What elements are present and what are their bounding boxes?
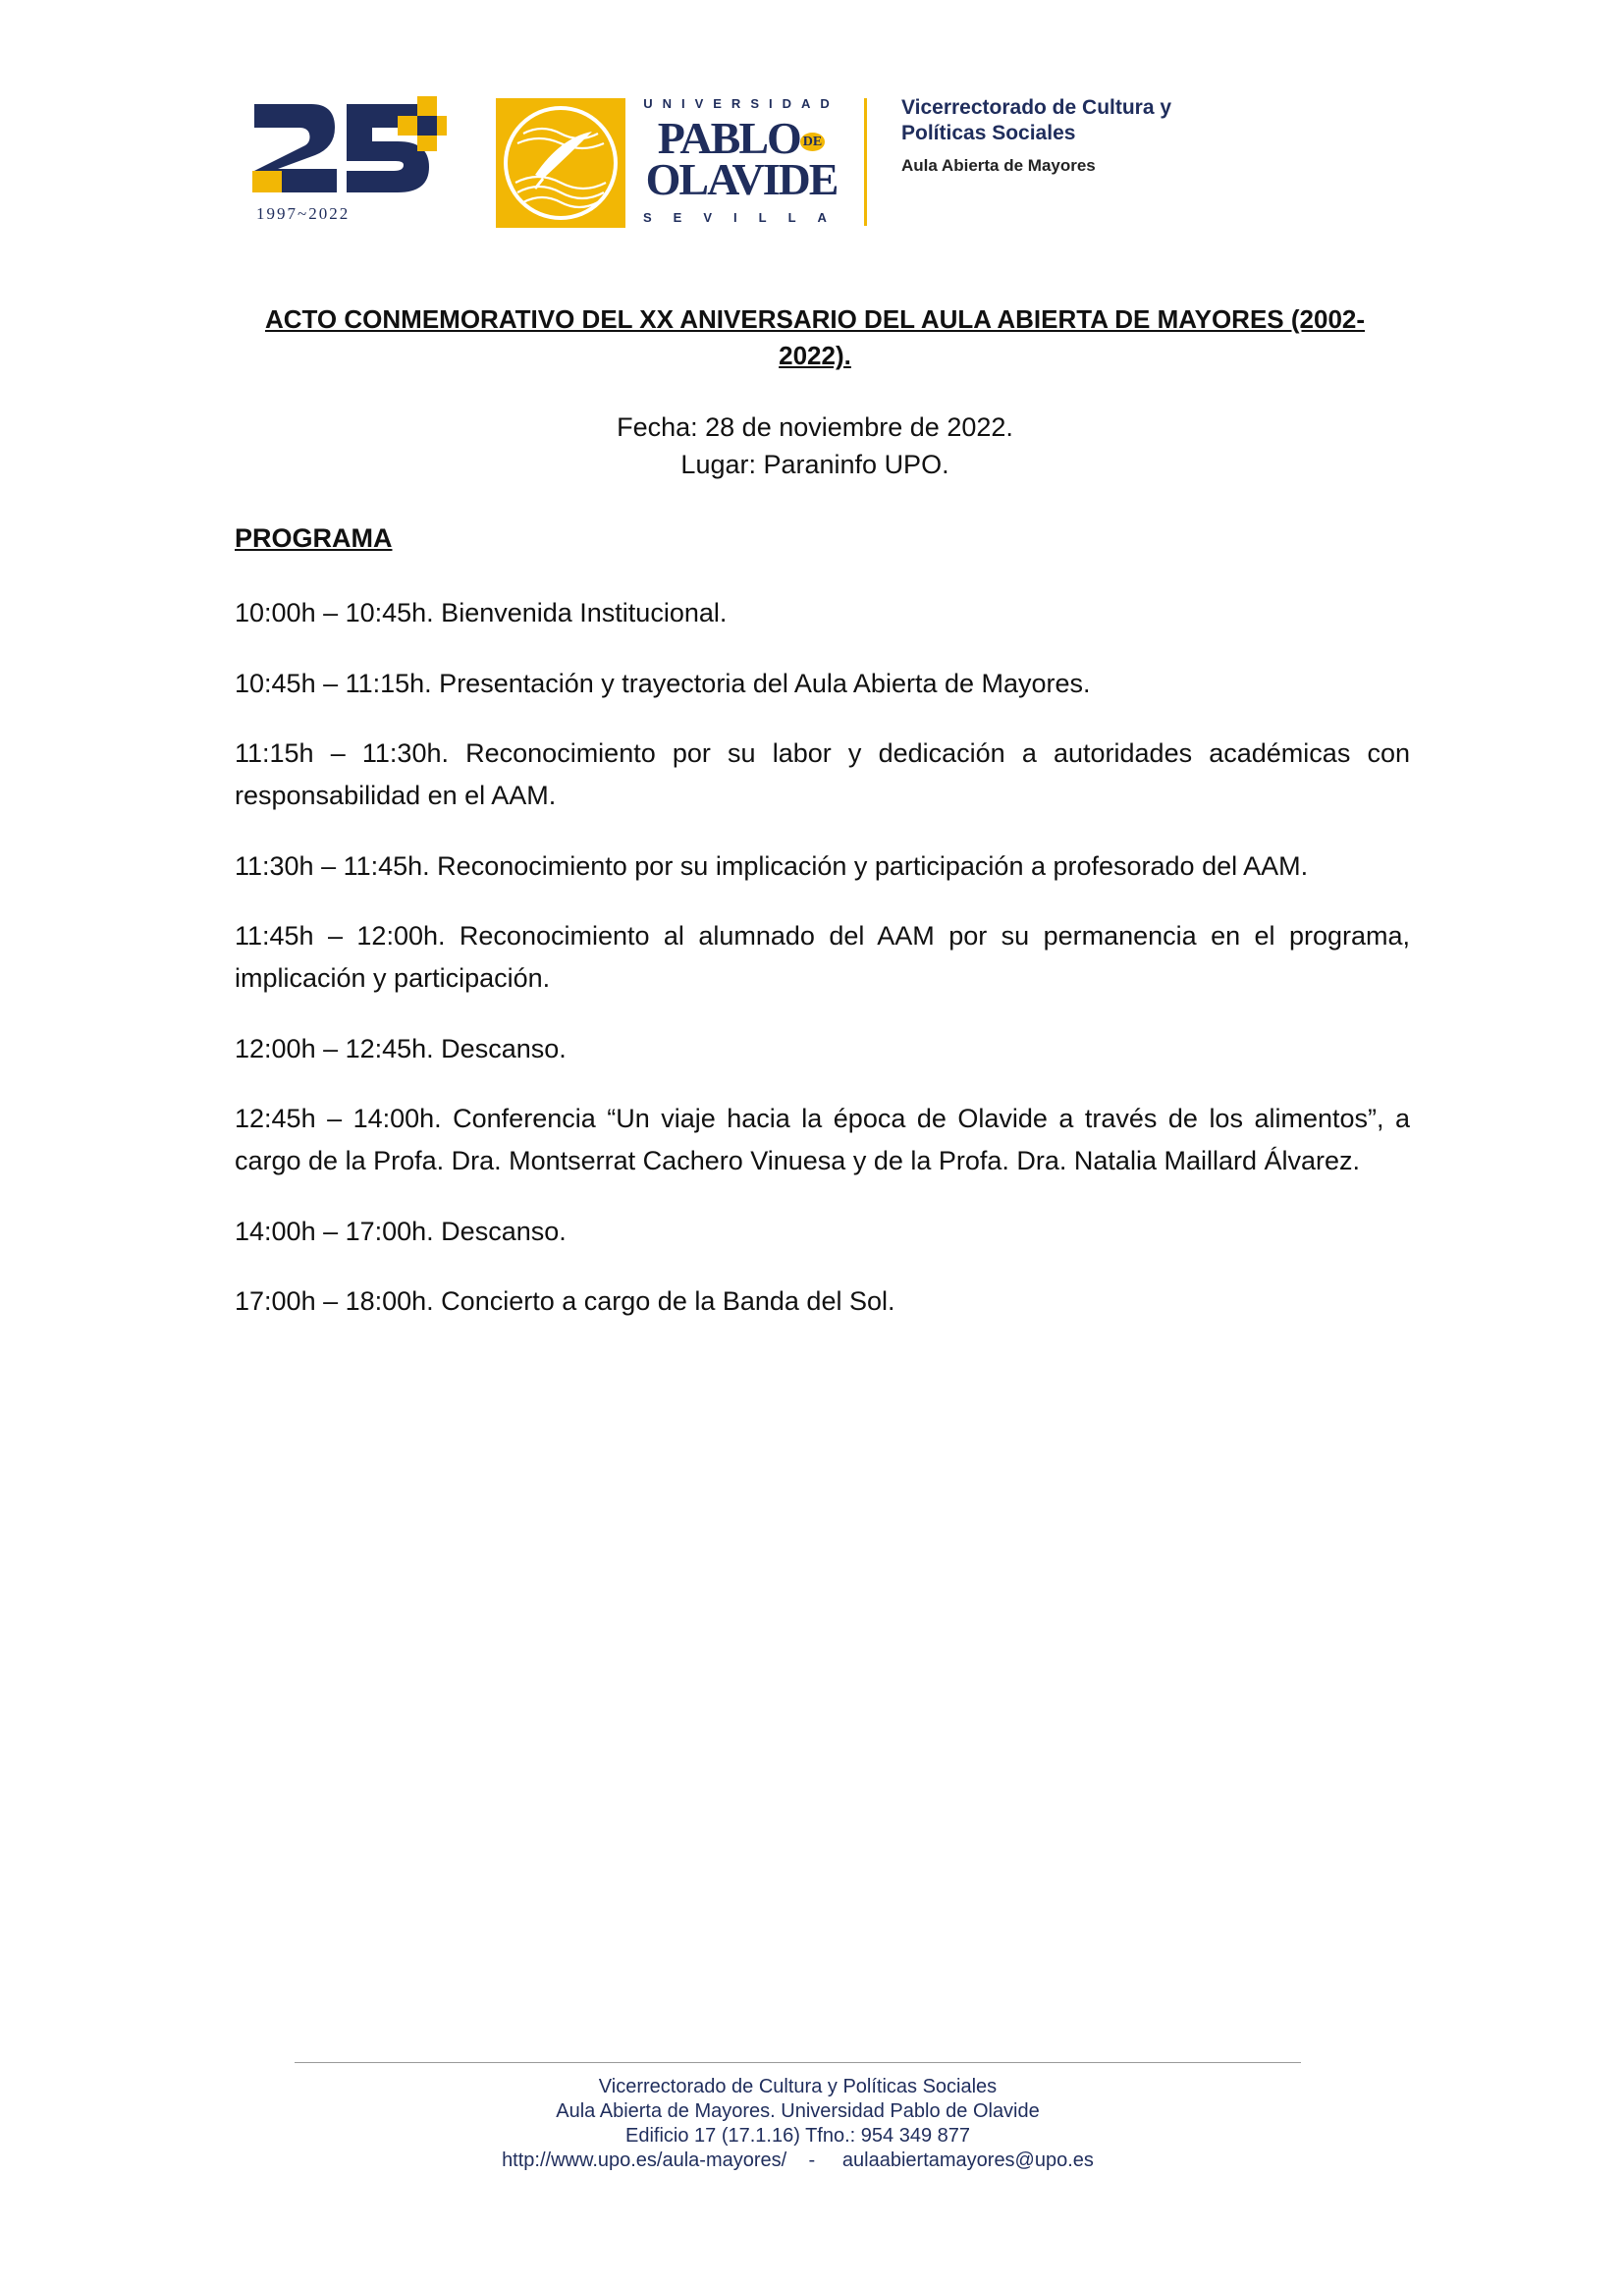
vicerrectorado-line2: Políticas Sociales	[901, 122, 1076, 144]
program-item: 17:00h – 18:00h. Concierto a cargo de la Banda del Sol.	[235, 1286, 895, 1316]
university-name-de: DE	[800, 133, 825, 151]
program-item: 11:15h – 11:30h. Reconocimiento por su labor y dedicación a autoridades académicas con responsabilidad en el AAM.	[235, 738, 1410, 810]
header-divider	[864, 98, 867, 226]
programa-heading: PROGRAMA	[235, 523, 393, 553]
program-item: 10:00h – 10:45h. Bienvenida Institucional.	[235, 598, 728, 627]
university-top-text: UNIVERSIDAD	[643, 96, 839, 111]
event-date: Fecha: 28 de noviembre de 2022.	[617, 412, 1013, 442]
anniversary-logo	[250, 96, 447, 229]
university-logo	[496, 94, 869, 232]
footer-line2: Aula Abierta de Mayores. Universidad Pablo de Olavide	[556, 2100, 1040, 2122]
university-name-line2: OLAVIDE	[645, 154, 838, 204]
footer-line3: Edificio 17 (17.1.16) Tfno.: 954 349 877	[625, 2125, 970, 2147]
anniversary-25-mark	[250, 96, 447, 204]
event-place: Lugar: Paraninfo UPO.	[680, 450, 949, 479]
program-item: 12:45h – 14:00h. Conferencia “Un viaje hacia la época de Olavide a través de los alimentos”, a cargo de la Profa. Dra. Montserrat Cachero Vinuesa y de la Profa. Dra. Natalia Maillard Álvarez.	[235, 1104, 1410, 1175]
program-item: 12:00h – 12:45h. Descanso.	[235, 1034, 567, 1063]
program-item: 11:30h – 11:45h. Reconocimiento por su implicación y participación a profesorado del AAM.	[235, 851, 1309, 881]
program-item: 10:45h – 11:15h. Presentación y trayectoria del Aula Abierta de Mayores.	[235, 669, 1091, 698]
vicerrectorado-line1: Vicerrectorado de Cultura y	[901, 96, 1172, 119]
program-item: 14:00h – 17:00h. Descanso.	[235, 1217, 567, 1246]
vicerrectorado-line3: Aula Abierta de Mayores	[901, 156, 1096, 175]
footer-contact	[295, 2149, 1301, 2172]
footer-line1: Vicerrectorado de Cultura y Políticas Sociales	[598, 2076, 998, 2097]
program-item: 11:45h – 12:00h. Reconocimiento al alumnado del AAM por su permanencia en el programa, implicación y participación.	[235, 921, 1410, 993]
footer-email-link[interactable]: aulaabiertamayores@upo.es	[841, 2149, 1094, 2171]
footer-separator: -	[808, 2149, 816, 2171]
university-name-line1: PABLO DE	[643, 112, 839, 164]
anniversary-years: 1997~2022	[256, 204, 351, 223]
footer-rule	[295, 2062, 1301, 2063]
vicerrectorado-block	[901, 95, 1255, 176]
document-title: ACTO CONMEMORATIVO DEL XX ANIVERSARIO DEL AULA ABIERTA DE MAYORES (2002-2022).	[264, 304, 1366, 370]
footer-web-link[interactable]: http://www.upo.es/aula-mayores/	[502, 2149, 787, 2171]
university-bottom-text: SEVILLA	[643, 210, 848, 225]
sun-emblem-icon	[496, 98, 625, 228]
